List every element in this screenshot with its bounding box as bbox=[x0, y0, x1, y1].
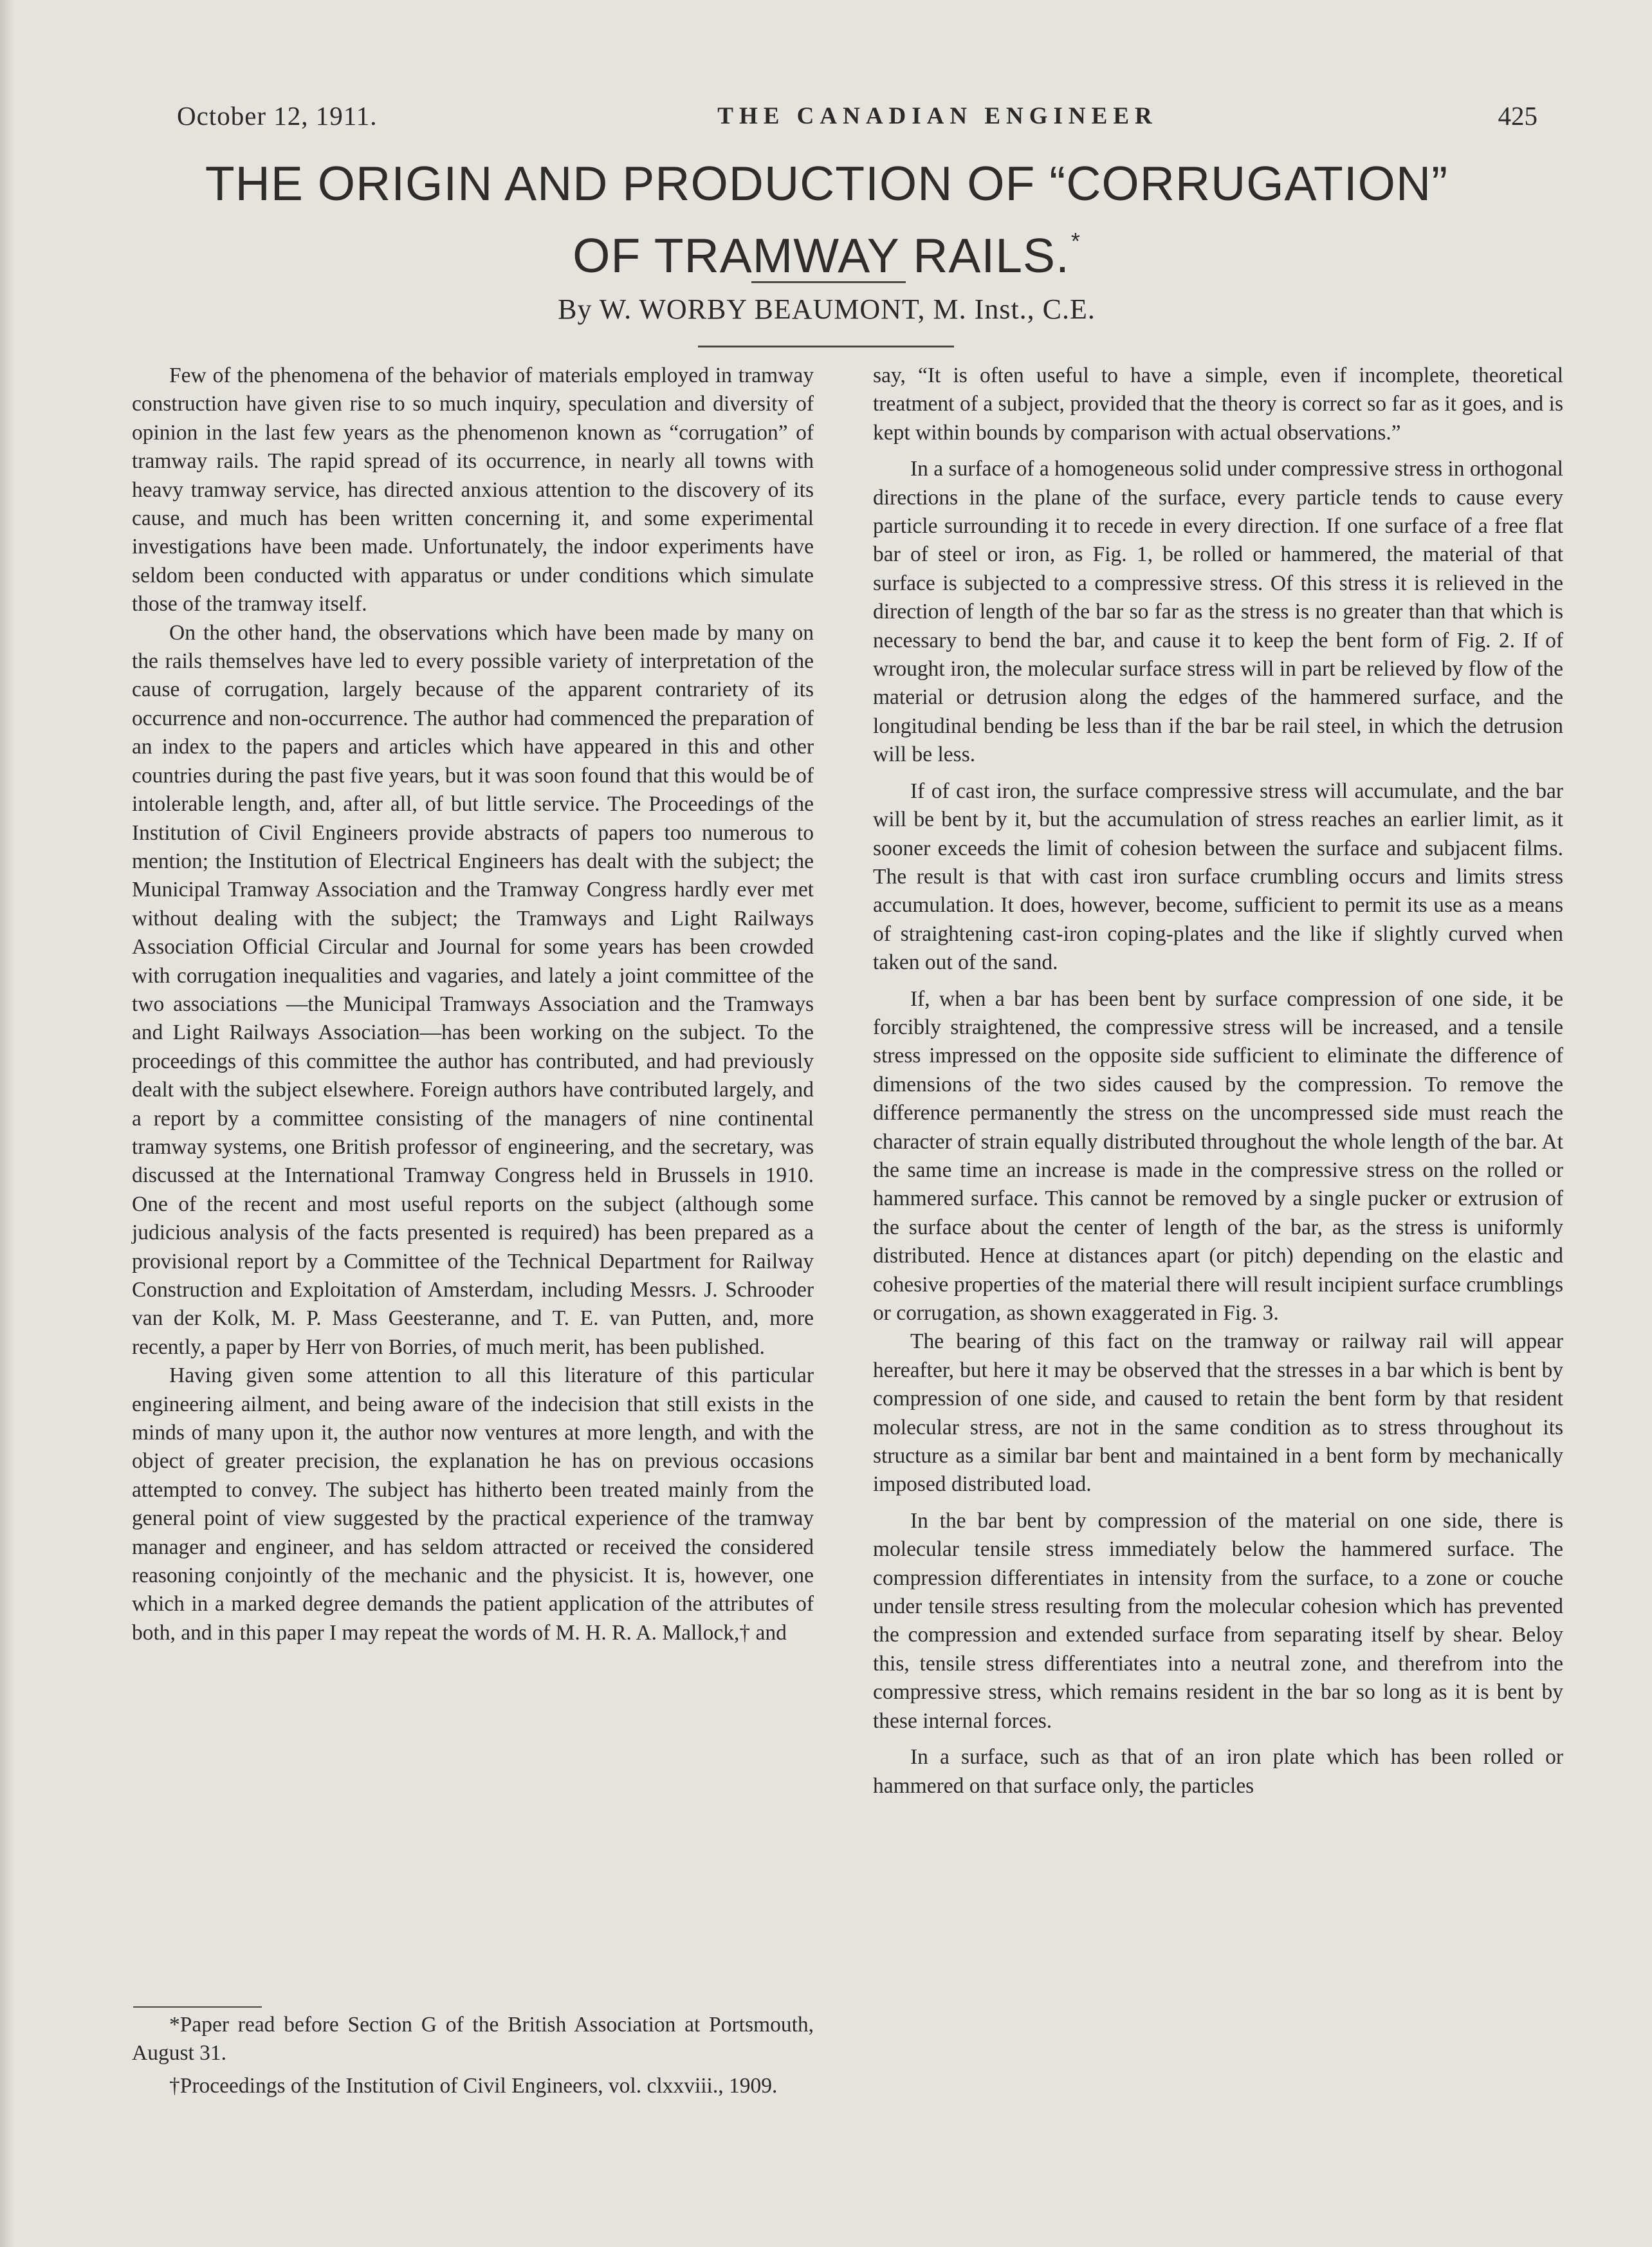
paragraph: Few of the phenomena of the behavior of materials employed in tramway construction have given rise to so much inquiry, speculation and diversity of opinion in the last few years as the phenomenon known as “corrugation” of tramway rails. The rapid spread of its occurrence, in nearly all towns with heavy tramway service, has directed anxious attention to the discovery of its cause, and much has been written concerning it, and some experimental investigations have been made. Unfortunately, the indoor experiments have seldom been conducted with apparatus or under conditions which simulate those of the tramway itself. bbox=[132, 364, 814, 616]
title-divider bbox=[751, 281, 906, 283]
footnote: *Paper read before Section G of the British Association at Portsmouth, August 31. bbox=[132, 2013, 814, 2065]
paragraph: Having given some attention to all this literature of this particular engineering ailment, and being aware of the indecision that still exists in the minds of many upon it, the author now ventures at more length, and with the object of greater precision, the explanation he has on previous occasions attempted to convey. The subject has hitherto been treated mainly from the general point of view suggested by the practical experience of the tramway manager and engineer, and has seldom attracted or received the considered reasoning conjointly of the mechanic and the physicist. It is, however, one which in a marked degree demands the patient application of the attributes of both, and in this paper I may repeat the words of M. H. R. A. Mallock,† and bbox=[132, 1364, 814, 1645]
paragraph: In a surface of a homogeneous solid under compressive stress in orthogonal directions in the plane of the surface, every particle tends to cause every particle surrounding it to recede in every direction. If one surface of a free flat bar of steel or iron, as Fig. 1, be rolled or hammered, the material of that surface is subjected to a compressive stress. Of this stress it is relieved in the direction of length of the bar so far as the stress is no greater than that which is necessary to bend the bar, and cause it to keep the bent form of Fig. 2. If of wrought iron, the molecular surface stress will in part be relieved by flow of the material or detrusion along the edges of the hammered surface, and the longitudinal bending be less than if the bar be rail steel, in which the detrusion will be less. bbox=[873, 457, 1563, 767]
footnotes bbox=[132, 2011, 814, 2105]
footnote: †Proceedings of the Institution of Civil Engineers, vol. clxxviii., 1909. bbox=[169, 2074, 778, 2098]
article-title-line-1: THE ORIGIN AND PRODUCTION OF “CORRUGATION” bbox=[205, 156, 1449, 210]
left-column bbox=[132, 362, 814, 1647]
byline-divider bbox=[698, 346, 954, 347]
paragraph: If, when a bar has been bent by surface compression of one side, it be forcibly straightened, the compressive stress will be increased, and a tensile stress impressed on the opposite side sufficient to eliminate the difference of dimensions of the two sides caused by the compression. To remove the difference permanently the stress on the uncompressed side must reach the character of strain equally distributed throughout the whole length of the bar. At the same time an increase is made in the compressive stress on the rolled or hammered surface. This cannot be removed by a single pucker or extrusion of the surface about the center of length of the bar, as the stress is uniformly distributed. Hence at distances apart (or pitch) depending on the elastic and cohesive properties of the material there will result incipient surface crumblings or corrugation, as shown exaggerated in Fig. 3. bbox=[873, 986, 1563, 1325]
page-edge-shadow bbox=[0, 0, 14, 2247]
issue-date: October 12, 1911. bbox=[177, 101, 378, 131]
paragraph: On the other hand, the observations which have been made by many on the rails themselves have led to every possible variety of interpretation of the cause of corrugation, largely because of the apparent contrariety of its occurrence and non-occurrence. The author had commenced the preparation of an index to the papers and articles which have appeared in this and other countries during the past five years, but it was soon found that this would be of intolerable length, and, after all, of but little service. The Proceedings of the Institution of Civil Engineers provide abstracts of papers too numerous to mention; the Institution of Electrical Engineers has dealt with the subject; the Municipal Tramway Association and the Tramway Congress hardly ever met without dealing with the subject; the Tramways and Light Railways Association Official Circular and Journal for some years has been crowded with corrugation inequalities and vagaries, and lately a joint committee of the two associations —the Municipal Tramways Association and the Tramways and Light Railways Association—has been working on the subject. To the proceedings of this committee the author has contributed, and had previously dealt with the subject elsewhere. Foreign authors have contributed largely, and a report by a committee consisting of the managers of nine continental tramway systems, one British professor of engineering, and the secretary, was discussed at the International Tramway Congress held in Brussels in 1910. One of the recent and most useful reports on the subject (although some judicious analysis of the facts presented is required) has been prepared as a provisional report by a Committee of the Technical Department for Railway Construction and Exploitation of Amsterdam, including Messrs. J. Schrooder van der Kolk, M. P. Mass Geesteranne, and T. E. van Putten, and, more recently, a paper by Herr von Borries, of much merit, has been published. bbox=[132, 620, 814, 1359]
running-header bbox=[177, 97, 1537, 135]
article-title-line-2-text: OF TRAMWAY RAILS. bbox=[573, 228, 1070, 282]
journal-title: THE CANADIAN ENGINEER bbox=[717, 102, 1158, 129]
page-number: 425 bbox=[1498, 101, 1537, 131]
right-column bbox=[873, 362, 1563, 1800]
footnote-divider bbox=[133, 2006, 262, 2008]
article-title bbox=[90, 154, 1563, 284]
paragraph: say, “It is often useful to have a simple, even if incomplete, theoretical treatment of a subject, provided that the theory is correct so far as it goes, and is kept within bounds by comparison with actual observations.” bbox=[873, 364, 1563, 445]
paragraph: In a surface, such as that of an iron plate which has been rolled or hammered on that surface only, the particles bbox=[873, 1745, 1563, 1798]
footnote-marker: * bbox=[1070, 228, 1081, 254]
paragraph: The bearing of this fact on the tramway or railway rail will appear hereafter, but here it may be observed that the stresses in a bar which is bent by compression of one side, and caused to retain the bent form by that resident molecular stress, are not in the same condition as to stress throughout its structure as a similar bar bent and maintained in a bent form by mechanically imposed distributed load. bbox=[873, 1329, 1563, 1497]
article-title-line-2 bbox=[90, 212, 1563, 284]
paragraph: In the bar bent by compression of the material on one side, there is molecular tensile stress immediately below the hammered surface. The compression differentiates in intensity from the surface, to a zone or couche under tensile stress resulting from the molecular cohesion which has prevented the compression and extended surface from separating itself by shear. Beloy this, tensile stress differentiates into a neutral zone, and therefrom into the compressive stress, which remains resident in the bar so long as it is bent by these internal forces. bbox=[873, 1508, 1563, 1733]
paragraph: If of cast iron, the surface compressive stress will accumulate, and the bar will be bent by it, but the accumulation of stress reaches an earlier limit, as it sooner exceeds the limit of cohesion between the surface and subjacent films. The result is that with cast iron surface crumbling occurs and limits stress accumulation. It does, however, become, sufficient to permit its use as a means of straightening cast-iron coping-plates and the like if slightly curved when taken out of the sand. bbox=[873, 779, 1563, 975]
author-byline: By W. WORBY BEAUMONT, M. Inst., C.E. bbox=[558, 293, 1096, 325]
